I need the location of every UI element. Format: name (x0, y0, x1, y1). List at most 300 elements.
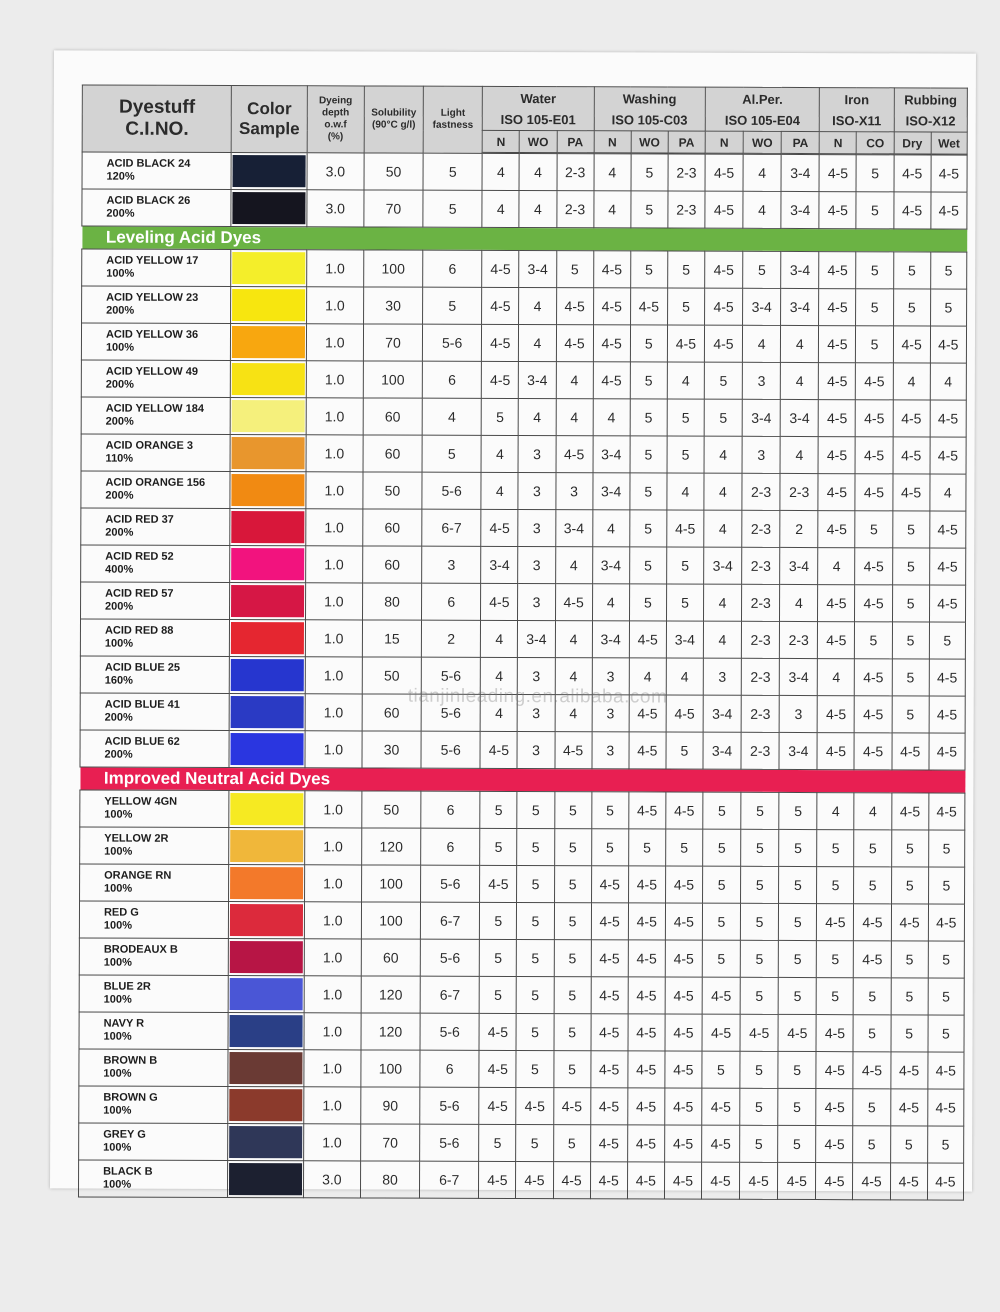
value-cell: 5 (928, 830, 964, 867)
table-row (79, 975, 964, 1015)
color-sample-cell (229, 939, 304, 976)
header-sub: WO (520, 131, 557, 153)
dye-name-cell (79, 938, 229, 976)
value-cell: 5 (630, 473, 667, 510)
value-cell: 4-5 (930, 400, 966, 437)
dye-name: ACID BLUE 25 (104, 661, 181, 674)
dye-strength: 100% (103, 1067, 132, 1080)
value-cell: 4-5 (553, 1088, 590, 1125)
color-swatch (230, 978, 302, 1010)
value-cell: 50 (362, 657, 421, 694)
value-cell: 5 (740, 1051, 778, 1088)
value-cell: 4-5 (664, 1125, 701, 1162)
value-cell: 4-5 (930, 326, 966, 363)
watermark-text: tianjinleading.en.alibaba.com (407, 685, 668, 708)
value-cell: 1.0 (303, 1087, 360, 1124)
color-swatch (231, 867, 303, 899)
header-rubbing-name: Rubbing (904, 91, 958, 108)
dye-name-cell (82, 286, 232, 324)
dye-name: ACID YELLOW 23 (106, 291, 199, 304)
value-cell: 3-4 (703, 732, 741, 769)
value-cell: 4-5 (628, 1014, 665, 1051)
value-cell: 5 (853, 1015, 890, 1052)
dye-strength: 100% (103, 1030, 132, 1043)
value-cell: 5 (778, 977, 816, 1014)
dye-name-cell (78, 1160, 228, 1198)
value-cell: 5 (703, 829, 741, 866)
header-group-water (482, 86, 594, 130)
value-cell: 4-5 (628, 1051, 665, 1088)
value-cell: 6 (421, 791, 480, 828)
value-cell: 5 (554, 903, 591, 940)
value-cell: 100 (364, 250, 423, 287)
value-cell: 3 (517, 732, 554, 769)
table-row (80, 693, 965, 733)
value-cell: 60 (363, 509, 422, 546)
value-cell: 6-7 (420, 1161, 479, 1198)
header-iron-name: Iron (844, 91, 870, 107)
dye-name: ACID RED 37 (105, 513, 174, 526)
value-cell: 6 (421, 828, 480, 865)
value-cell: 2-3 (780, 621, 818, 658)
value-cell: 4-5 (628, 903, 665, 940)
color-swatch (232, 400, 304, 432)
value-cell: 4-5 (778, 1162, 816, 1199)
header-dyestuff-line1: Dyestuff (118, 96, 196, 118)
value-cell: 5 (666, 829, 703, 866)
value-cell: 5 (591, 792, 628, 829)
table-row (81, 471, 966, 511)
value-cell: 2-3 (780, 473, 818, 510)
value-cell: 4-5 (929, 548, 965, 585)
value-cell: 4-5 (929, 733, 965, 770)
dye-name-cell (81, 434, 231, 472)
value-cell: 3-4 (704, 547, 742, 584)
value-cell: 1.0 (305, 657, 362, 694)
value-cell: 4-5 (516, 1088, 553, 1125)
value-cell: 4-5 (856, 363, 893, 400)
header-light-line1: Light (440, 107, 466, 119)
value-cell: 4 (481, 657, 518, 694)
value-cell: 1.0 (306, 435, 363, 472)
value-cell: 5 (856, 326, 893, 363)
dye-strength: 120% (106, 170, 135, 183)
value-cell: 4-5 (556, 288, 593, 325)
value-cell: 4-5 (893, 192, 930, 229)
value-cell: 3-4 (592, 621, 629, 658)
value-cell: 5 (666, 547, 703, 584)
color-sample-cell (231, 435, 306, 472)
dye-strength: 100% (105, 341, 135, 354)
value-cell: 5 (778, 1051, 816, 1088)
value-cell: 5 (517, 866, 554, 903)
value-cell: 4-5 (740, 1162, 778, 1199)
value-cell: 5 (631, 154, 668, 191)
value-cell: 5-6 (421, 694, 480, 731)
color-sample-cell (230, 509, 305, 546)
value-cell: 4 (930, 474, 966, 511)
value-cell: 5-6 (420, 1124, 479, 1161)
value-cell: 4-5 (816, 1163, 853, 1200)
value-cell: 4-5 (818, 585, 855, 622)
value-cell: 5 (891, 941, 928, 978)
value-cell: 3-4 (481, 546, 518, 583)
dye-name: ACID RED 88 (104, 624, 174, 637)
value-cell: 4-5 (590, 1088, 627, 1125)
value-cell: 120 (361, 976, 420, 1013)
color-swatch (232, 511, 304, 543)
dye-name-cell (81, 323, 231, 361)
value-cell: 5 (928, 867, 964, 904)
dye-name: ACID ORANGE 156 (105, 476, 206, 489)
section-band-cell (80, 767, 965, 793)
table-row (82, 286, 967, 326)
value-cell: 5 (666, 584, 703, 621)
table-row (79, 1123, 964, 1163)
value-cell: 5 (893, 252, 930, 289)
value-cell: 80 (360, 1161, 419, 1198)
value-cell: 4 (519, 399, 556, 436)
value-cell: 3 (518, 658, 555, 695)
value-cell: 4 (704, 473, 742, 510)
dye-table-wrap (78, 84, 968, 1200)
value-cell: 5 (740, 977, 778, 1014)
dye-name-cell (80, 730, 230, 768)
value-cell: 5 (554, 866, 591, 903)
header-sub: N (705, 131, 743, 153)
value-cell: 5 (630, 251, 667, 288)
value-cell: 4-5 (854, 904, 891, 941)
value-cell: 6-7 (420, 902, 479, 939)
value-cell: 4-5 (482, 324, 519, 361)
value-cell: 1.0 (306, 361, 363, 398)
value-cell: 5 (479, 976, 516, 1013)
value-cell: 4-5 (630, 288, 667, 325)
value-cell: 70 (361, 1124, 420, 1161)
color-sample-cell (228, 1013, 303, 1050)
value-cell: 5 (704, 399, 742, 436)
value-cell: 4-5 (816, 1126, 853, 1163)
value-cell: 3 (518, 510, 555, 547)
dye-strength: 100% (104, 808, 133, 821)
header-dyestuff (82, 85, 232, 153)
value-cell: 5-6 (420, 1013, 479, 1050)
value-cell: 5 (856, 155, 893, 192)
table-header (82, 85, 967, 155)
dye-strength: 160% (104, 674, 133, 687)
value-cell: 6-7 (422, 509, 481, 546)
color-sample-cell (231, 190, 306, 227)
value-cell: 4-5 (890, 1163, 927, 1200)
color-swatch (233, 289, 305, 321)
color-sample-cell (229, 791, 304, 828)
value-cell: 4 (703, 621, 741, 658)
dye-name-cell (80, 656, 230, 694)
value-cell: 60 (363, 398, 422, 435)
header-depth-line1: Dyeing (318, 95, 353, 107)
value-cell: 4-5 (556, 436, 593, 473)
value-cell: 4-5 (665, 977, 702, 1014)
dye-strength: 200% (105, 489, 134, 502)
header-group-alper (705, 87, 820, 131)
value-cell: 4-5 (930, 437, 966, 474)
value-cell: 4-5 (928, 793, 964, 830)
value-cell: 4-5 (665, 1014, 702, 1051)
value-cell: 4-5 (818, 622, 855, 659)
value-cell: 80 (362, 583, 421, 620)
value-cell: 5 (628, 829, 665, 866)
header-sub: PA (557, 131, 594, 153)
value-cell: 4-5 (628, 866, 665, 903)
value-cell: 4-5 (629, 621, 666, 658)
dye-name-cell (80, 827, 230, 865)
value-cell: 4 (555, 695, 592, 732)
dye-name-cell (82, 189, 232, 227)
value-cell: 4-5 (705, 288, 743, 325)
value-cell: 60 (361, 939, 420, 976)
dye-name: ACID ORANGE 3 (105, 439, 194, 452)
table-row (80, 827, 965, 867)
value-cell: 5 (928, 1015, 964, 1052)
value-cell: 5 (591, 829, 628, 866)
dye-strength: 100% (106, 267, 135, 280)
value-cell: 2-3 (742, 510, 780, 547)
value-cell: 5 (891, 867, 928, 904)
value-cell: 4-5 (890, 1089, 927, 1126)
value-cell: 50 (364, 153, 423, 190)
table-row (82, 249, 967, 289)
value-cell: 5 (854, 830, 891, 867)
table-row (79, 1012, 964, 1052)
value-cell: 60 (362, 694, 421, 731)
value-cell: 4-5 (893, 326, 930, 363)
table-row (81, 545, 966, 585)
value-cell: 4-5 (665, 1088, 702, 1125)
value-cell: 5 (928, 978, 964, 1015)
header-sub: N (482, 130, 519, 152)
value-cell: 5 (516, 1014, 553, 1051)
value-cell: 4-5 (591, 1051, 628, 1088)
header-solubility (364, 86, 423, 153)
dye-name: ACID BLUE 41 (104, 698, 180, 711)
dye-name: YELLOW 4GN (104, 795, 178, 808)
value-cell: 5 (892, 696, 929, 733)
table-row (81, 323, 966, 363)
header-sub: CO (857, 132, 894, 154)
value-cell: 5 (554, 829, 591, 866)
header-iron-standard: ISO-X11 (832, 112, 882, 128)
value-cell: 4-5 (931, 155, 967, 192)
value-cell: 4 (593, 399, 630, 436)
value-cell: 4 (743, 154, 781, 191)
dye-strength: 200% (105, 378, 134, 391)
dye-name: ACID BLACK 24 (106, 157, 191, 170)
value-cell: 4-5 (480, 731, 517, 768)
value-cell: 4-5 (818, 437, 855, 474)
dye-name-cell (79, 975, 229, 1013)
value-cell: 5 (423, 287, 482, 324)
value-cell: 4-5 (480, 865, 517, 902)
value-cell: 3 (518, 695, 555, 732)
dye-name-cell (82, 152, 232, 190)
value-cell: 5 (854, 867, 891, 904)
header-solubility-line2: (90°C g/l) (371, 119, 416, 131)
value-cell: 5 (516, 1125, 553, 1162)
value-cell: 3 (592, 732, 629, 769)
value-cell: 4 (592, 584, 629, 621)
dye-strength: 100% (104, 845, 133, 858)
value-cell: 3-4 (519, 362, 556, 399)
value-cell: 1.0 (306, 472, 363, 509)
value-cell: 15 (362, 620, 421, 657)
value-cell: 4 (780, 584, 818, 621)
dye-name: NAVY R (103, 1017, 145, 1030)
dye-name: BROWN G (103, 1091, 158, 1104)
color-swatch (232, 363, 304, 395)
value-cell: 5 (817, 867, 854, 904)
color-swatch (231, 696, 303, 728)
value-cell: 5 (666, 732, 703, 769)
value-cell: 5 (630, 510, 667, 547)
dye-strength: 100% (104, 882, 133, 895)
value-cell: 4 (519, 191, 556, 228)
value-cell: 5 (856, 192, 893, 229)
value-cell: 3 (742, 362, 780, 399)
value-cell: 4-5 (629, 732, 666, 769)
value-cell: 1.0 (303, 1124, 360, 1161)
dye-name: ACID YELLOW 49 (105, 365, 198, 378)
dye-strength: 200% (104, 748, 133, 761)
dye-strength: 200% (105, 600, 134, 613)
color-sample-cell (229, 828, 304, 865)
value-cell: 50 (362, 791, 421, 828)
color-swatch (231, 830, 303, 862)
value-cell: 5 (630, 436, 667, 473)
dye-name-cell (81, 582, 231, 620)
value-cell: 3-4 (779, 658, 817, 695)
value-cell: 5 (853, 1089, 890, 1126)
header-solubility-line1: Solubility (371, 107, 417, 119)
value-cell: 4 (594, 154, 631, 191)
value-cell: 5 (856, 252, 893, 289)
header-light-line2: fastness (432, 119, 474, 131)
value-cell: 4-5 (816, 1089, 853, 1126)
color-swatch (233, 155, 305, 187)
value-cell: 4-5 (856, 400, 893, 437)
value-cell: 4 (818, 548, 855, 585)
value-cell: 4-5 (665, 903, 702, 940)
value-cell: 4 (519, 288, 556, 325)
value-cell: 4 (780, 436, 818, 473)
value-cell: 4 (666, 658, 703, 695)
color-sample-cell (230, 472, 305, 509)
value-cell: 4-5 (740, 1014, 778, 1051)
color-sample-cell (231, 153, 306, 190)
value-cell: 5 (855, 511, 892, 548)
dye-name: ACID BLACK 26 (106, 194, 191, 207)
header-washing-name: Washing (622, 90, 677, 107)
dye-strength: 110% (105, 452, 134, 465)
value-cell: 2-3 (741, 621, 779, 658)
value-cell: 1.0 (304, 828, 361, 865)
value-cell: 5 (856, 289, 893, 326)
value-cell: 3 (703, 658, 741, 695)
value-cell: 5 (854, 978, 891, 1015)
color-sample-cell (230, 546, 305, 583)
value-cell: 4-5 (893, 400, 930, 437)
color-sample-cell (230, 620, 305, 657)
value-cell: 5 (554, 977, 591, 1014)
value-cell: 4-5 (665, 1051, 702, 1088)
value-cell: 3-4 (781, 251, 819, 288)
header-sub: PA (668, 131, 705, 153)
value-cell: 5 (853, 1126, 890, 1163)
color-sample-cell (229, 976, 304, 1013)
value-cell: 2-3 (742, 473, 780, 510)
value-cell: 100 (361, 865, 420, 902)
value-cell: 4-5 (702, 1125, 740, 1162)
value-cell: 4-5 (590, 1162, 627, 1199)
value-cell: 5 (667, 288, 704, 325)
value-cell: 4-5 (628, 977, 665, 1014)
value-cell: 5 (553, 1125, 590, 1162)
dye-strength: 200% (105, 526, 134, 539)
header-dyeing-depth (307, 86, 364, 153)
value-cell: 4-5 (628, 940, 665, 977)
dye-name: BROWN B (103, 1054, 158, 1067)
value-cell: 6 (420, 1050, 479, 1087)
dye-name: YELLOW 2R (104, 832, 169, 845)
value-cell: 2-3 (741, 695, 779, 732)
value-cell: 5 (702, 940, 740, 977)
color-swatch (231, 585, 303, 617)
value-cell: 4 (817, 793, 854, 830)
value-cell: 4-5 (627, 1125, 664, 1162)
value-cell: 4-5 (928, 904, 964, 941)
value-cell: 3-4 (781, 288, 819, 325)
value-cell: 5 (702, 1051, 740, 1088)
value-cell: 4-5 (855, 474, 892, 511)
value-cell: 4-5 (855, 696, 892, 733)
value-cell: 4 (704, 436, 742, 473)
value-cell: 5 (891, 830, 928, 867)
value-cell: 4-5 (590, 1125, 627, 1162)
value-cell: 2-3 (556, 191, 593, 228)
color-swatch (231, 659, 303, 691)
dye-name: ACID BLUE 62 (104, 735, 180, 748)
color-swatch (230, 1089, 302, 1121)
value-cell: 5-6 (421, 731, 480, 768)
table-row (81, 582, 966, 622)
value-cell: 5 (479, 1124, 516, 1161)
value-cell: 4-5 (891, 793, 928, 830)
table-row (80, 790, 965, 830)
header-depth-line4: (%) (327, 131, 344, 143)
dye-strength: 100% (103, 1104, 132, 1117)
value-cell: 4-5 (894, 155, 931, 192)
header-sub: WO (631, 131, 668, 153)
table-row (79, 901, 964, 941)
color-sample-cell (229, 902, 304, 939)
value-cell: 5 (779, 792, 817, 829)
value-cell: 4-5 (591, 940, 628, 977)
header-depth-line3: o.w.f (324, 119, 347, 131)
value-cell: 4 (629, 658, 666, 695)
value-cell: 6 (423, 250, 482, 287)
value-cell: 5 (741, 792, 779, 829)
value-cell: 4-5 (819, 192, 856, 229)
value-cell: 3.0 (307, 190, 364, 227)
